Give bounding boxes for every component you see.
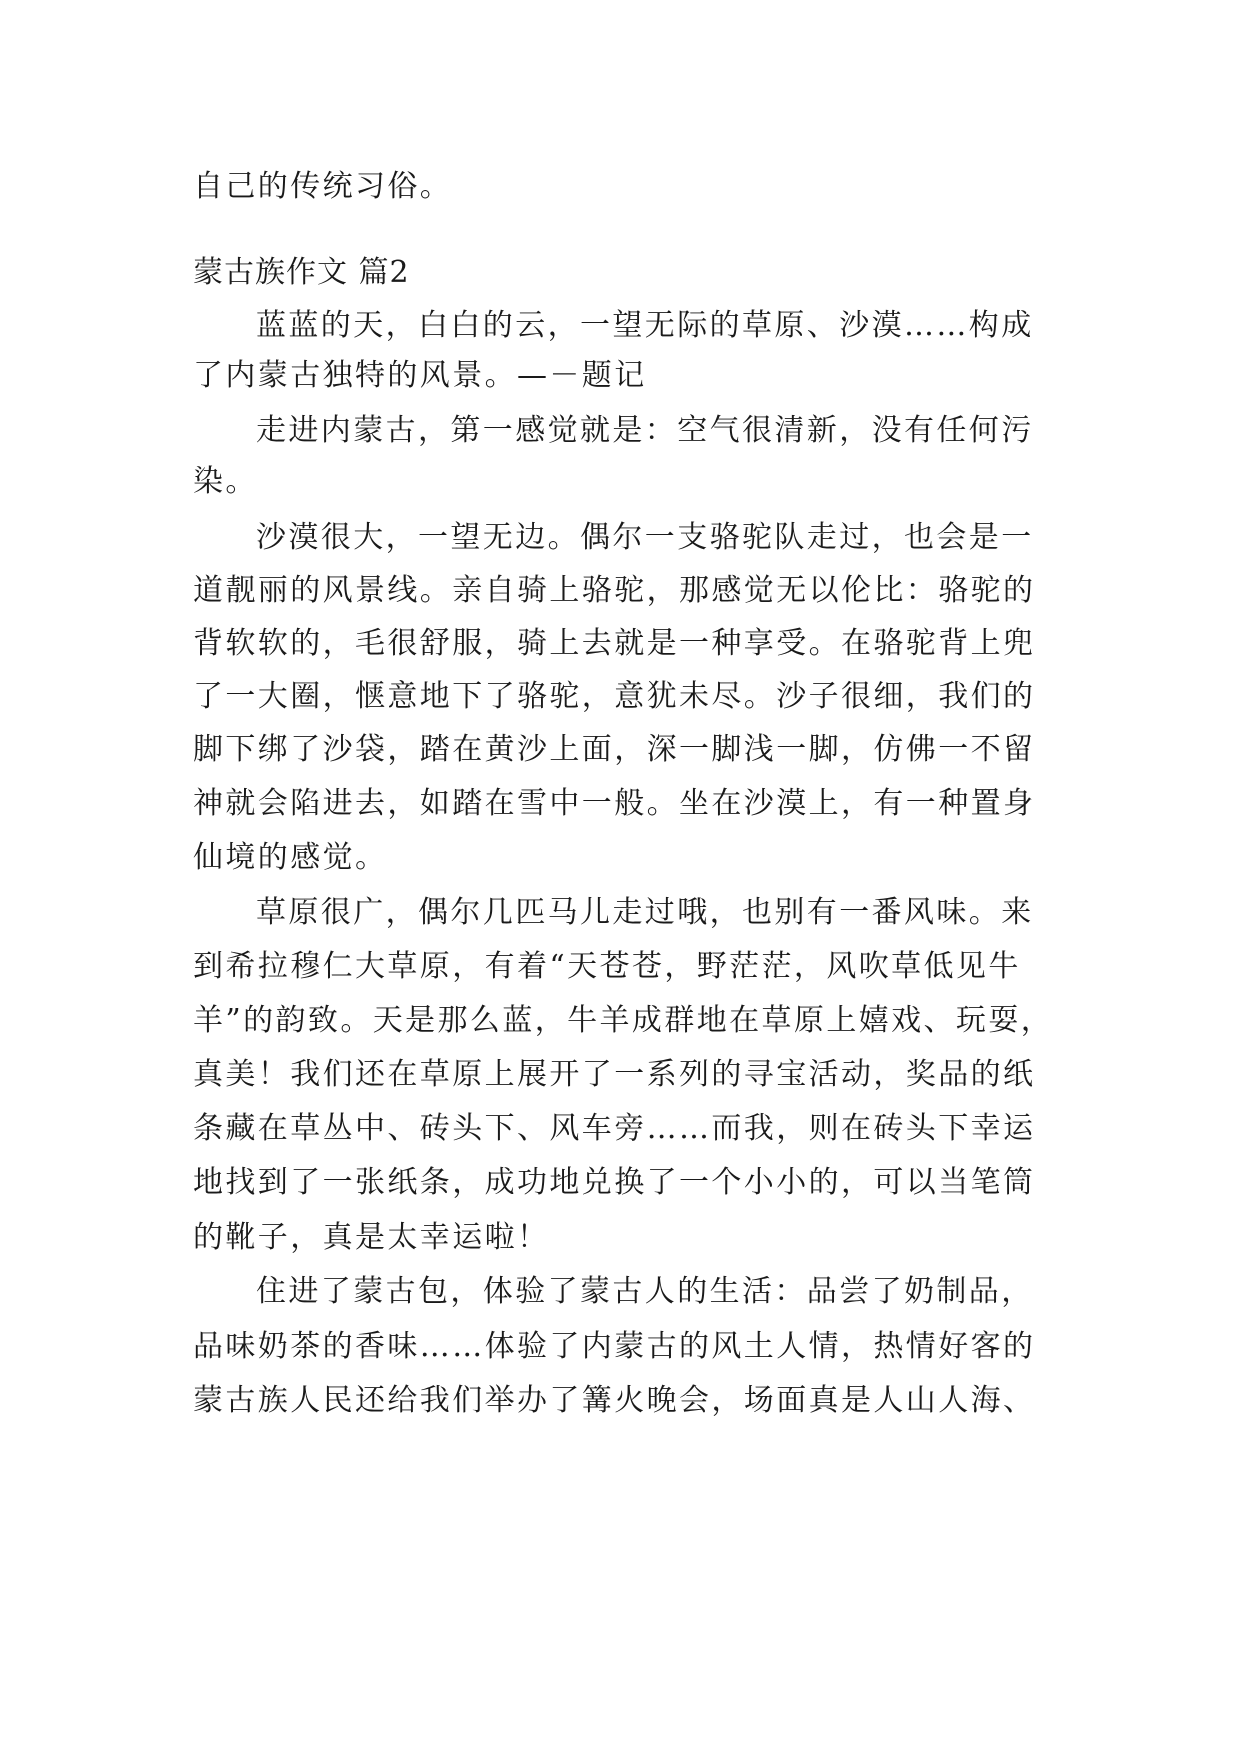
- paragraph-2-line-1: 走进内蒙古，第一感觉就是：空气很清新，没有任何污: [256, 413, 1034, 448]
- paragraph-3-line-7: 仙境的感觉。: [193, 840, 388, 875]
- paragraph-5-line-1: 住进了蒙古包，体验了蒙古人的生活：品尝了奶制品，: [256, 1274, 1034, 1309]
- paragraph-4-line-5: 条藏在草丛中、砖头下、风车旁……而我，则在砖头下幸运: [193, 1111, 1036, 1146]
- paragraph-3-line-3: 背软软的，毛很舒服，骑上去就是一种享受。在骆驼背上兜: [193, 626, 1036, 661]
- paragraph-5-line-3: 蒙古族人民还给我们举办了篝火晚会，场面真是人山人海、: [193, 1383, 1036, 1418]
- paragraph-1-line-1: 蓝蓝的天，白白的云，一望无际的草原、沙漠……构成: [256, 308, 1034, 343]
- paragraph-2-line-2: 染。: [193, 464, 258, 499]
- paragraph-3-line-6: 神就会陷进去，如踏在雪中一般。坐在沙漠上，有一种置身: [193, 786, 1036, 821]
- section-heading: 蒙古族作文 篇2: [193, 255, 410, 290]
- paragraph-4-line-6: 地找到了一张纸条，成功地兑换了一个小小的，可以当笔筒: [193, 1165, 1036, 1200]
- paragraph-5-line-2: 品味奶茶的香味……体验了内蒙古的风土人情，热情好客的: [193, 1329, 1036, 1364]
- paragraph-3-line-5: 脚下绑了沙袋，踏在黄沙上面，深一脚浅一脚，仿佛一不留: [193, 732, 1036, 767]
- paragraph-4-line-3: 羊”的韵致。天是那么蓝，牛羊成群地在草原上嬉戏、玩耍，: [193, 1003, 1054, 1038]
- paragraph-1-line-2: 了内蒙古独特的风景。—－题记: [193, 358, 647, 393]
- paragraph-3-line-2: 道靓丽的风景线。亲自骑上骆驼，那感觉无以伦比：骆驼的: [193, 573, 1036, 608]
- paragraph-4-line-7: 的靴子，真是太幸运啦！: [193, 1220, 550, 1255]
- paragraph-4-line-2: 到希拉穆仁大草原，有着“天苍苍，野茫茫，风吹草低见牛: [193, 949, 1021, 984]
- paragraph-3-line-4: 了一大圈，惬意地下了骆驼，意犹未尽。沙子很细，我们的: [193, 679, 1036, 714]
- paragraph-3-line-1: 沙漠很大，一望无边。偶尔一支骆驼队走过，也会是一: [256, 520, 1034, 555]
- paragraph-4-line-1: 草原很广，偶尔几匹马儿走过哦，也别有一番风味。来: [256, 895, 1034, 930]
- paragraph-4-line-4: 真美！我们还在草原上展开了一系列的寻宝活动，奖品的纸: [193, 1057, 1036, 1092]
- continuation-line: 自己的传统习俗。: [193, 169, 453, 204]
